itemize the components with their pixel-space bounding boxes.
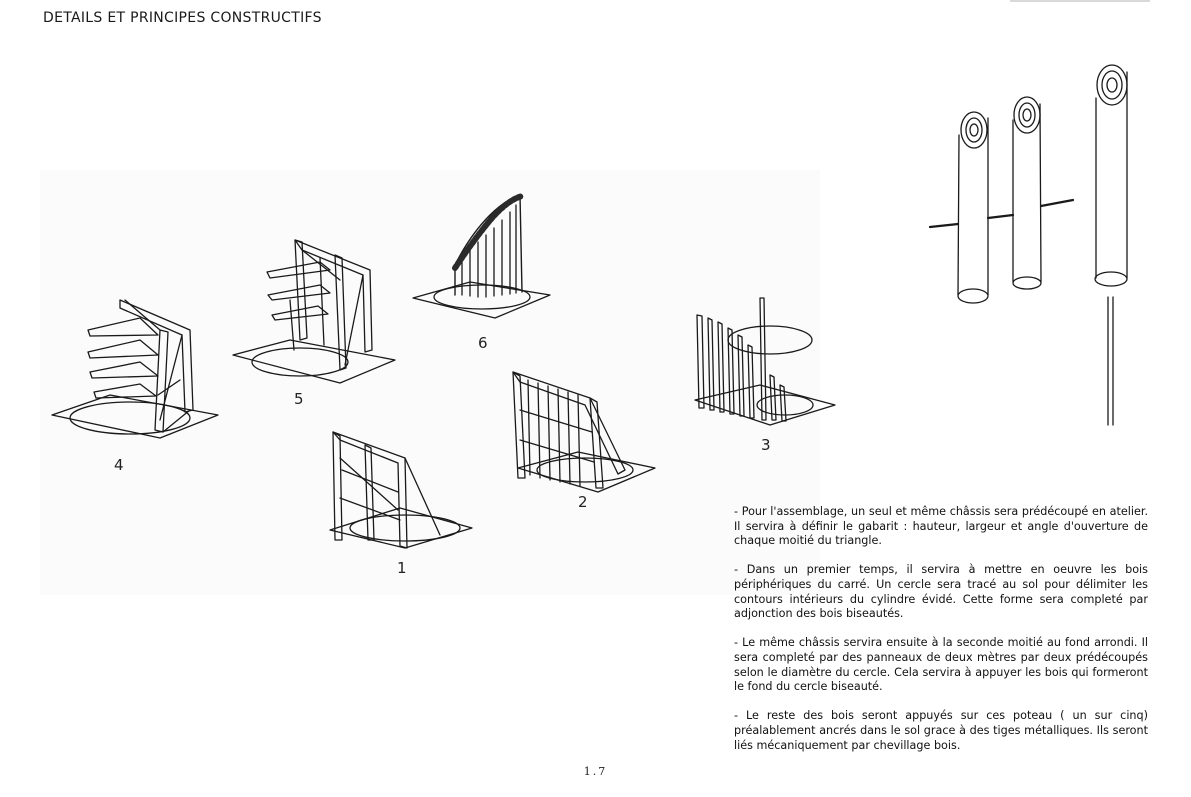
page-number: 1.7 <box>583 765 608 778</box>
figure-label-4: 4 <box>114 456 124 474</box>
note-paragraph-1: - Pour l'assemblage, un seul et même châssis sera prédécoupé en atelier. Il servira à définir le gabarit : hauteur, largeur et angle d'ouverture de chaque moitié du triangle. <box>734 505 1148 548</box>
construction-notes <box>734 505 1148 768</box>
figure-label-1: 1 <box>397 559 407 577</box>
page-title: DETAILS ET PRINCIPES CONSTRUCTIFS <box>43 10 322 26</box>
sketch-posts <box>930 65 1127 425</box>
figure-label-2: 2 <box>578 493 588 511</box>
figure-label-6: 6 <box>478 334 488 352</box>
note-paragraph-3: - Le même châssis servira ensuite à la seconde moitié au fond arrondi. Il sera completé par des panneaux de deux mètres par deux prédécoupés selon le diamètre du cercle. Cela servira à appuyer les bois qui formeront le fond du cercle biseauté. <box>734 636 1148 694</box>
figure-label-3: 3 <box>761 436 771 454</box>
figure-label-5: 5 <box>294 390 304 408</box>
note-paragraph-4: - Le reste des bois seront appuyés sur ces poteau ( un sur cinq) préalablement ancrés dans le sol grace à des tiges métalliques. Ils seront liés mécaniquement par chevillage bois. <box>734 709 1148 752</box>
note-paragraph-2: - Dans un premier temps, il servira à mettre en oeuvre les bois périphériques du carré. Un cercle sera tracé au sol pour délimiter les contours intérieurs du cylindre évidé. Cette forme sera completé par adjonction des bois biseautés. <box>734 563 1148 621</box>
